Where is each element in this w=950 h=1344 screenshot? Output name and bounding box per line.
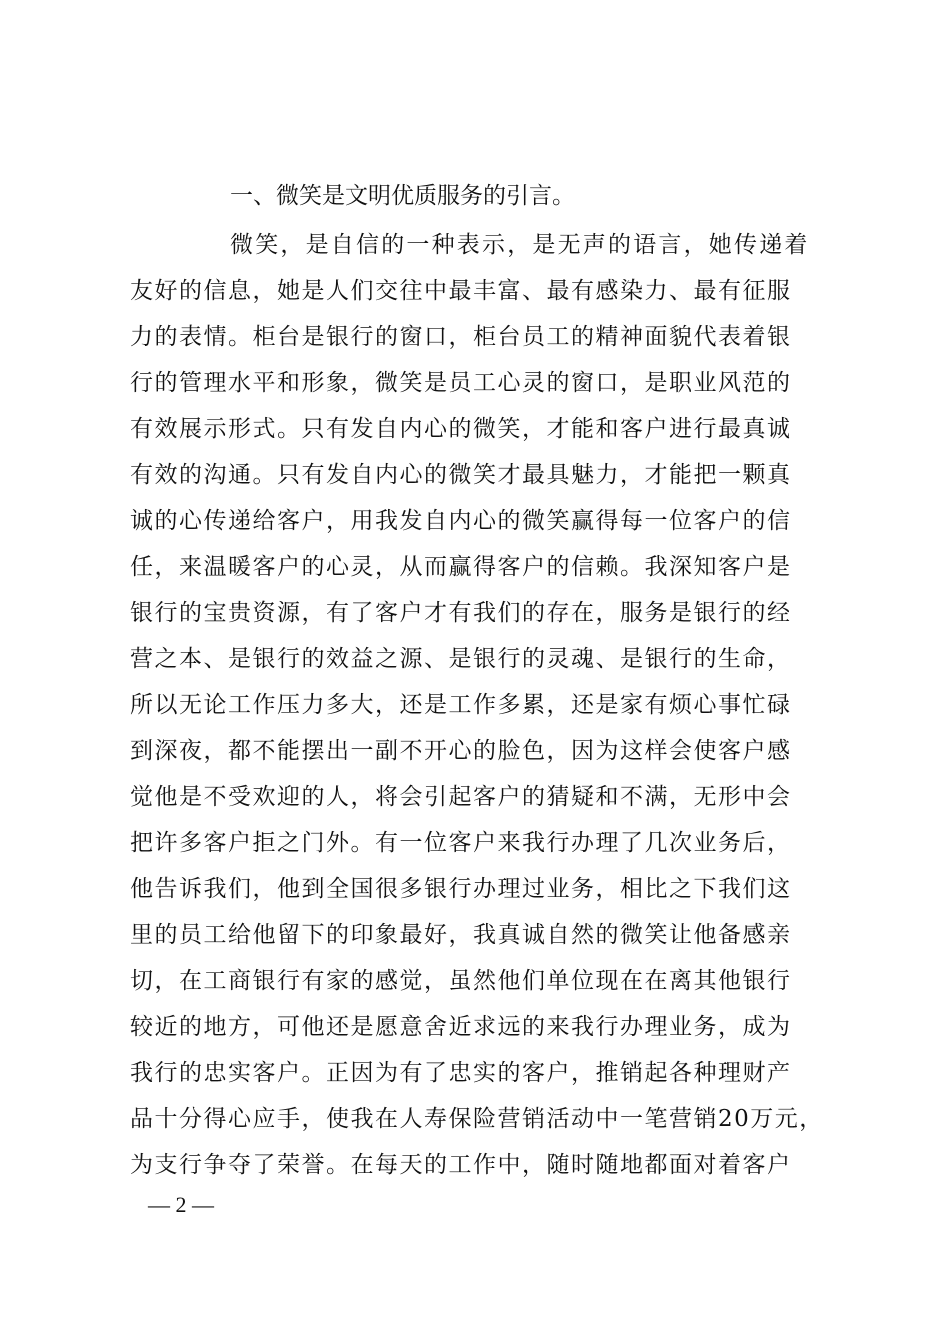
text-line: 有效的沟通。只有发自内心的微笑才最具魅力，才能把一颗真 — [130, 462, 792, 488]
text-line: 切，在工商银行有家的感觉，虽然他们单位现在在离其他银行 — [130, 968, 792, 994]
body-paragraph — [130, 222, 830, 1188]
section-heading: 一、微笑是文明优质服务的引言。 — [230, 183, 575, 209]
text-line: 所以无论工作压力多大，还是工作多累，还是家有烦心事忙碌 — [130, 692, 792, 718]
text-line: 友好的信息，她是人们交往中最丰富、最有感染力、最有征服 — [130, 278, 792, 304]
text-line: 品十分得心应手，使我在人寿保险营销活动中一笔营销20万元， — [130, 1106, 824, 1132]
text-line: 他告诉我们，他到全国很多银行办理过业务，相比之下我们这 — [130, 876, 792, 902]
page-number: — 2 — — [148, 1192, 214, 1217]
text-line: 我行的忠实客户。正因为有了忠实的客户，推销起各种理财产 — [130, 1060, 792, 1086]
text-line: 诚的心传递给客户，用我发自内心的微笑赢得每一位客户的信 — [130, 508, 792, 534]
text-line: 微笑，是自信的一种表示，是无声的语言，她传递着 — [230, 232, 810, 258]
text-line: 行的管理水平和形象，微笑是员工心灵的窗口，是职业风范的 — [130, 370, 792, 396]
text-line: 任，来温暖客户的心灵，从而赢得客户的信赖。我深知客户是 — [130, 554, 792, 580]
text-line: 有效展示形式。只有发自内心的微笑，才能和客户进行最真诚 — [130, 416, 792, 442]
text-line: 力的表情。柜台是银行的窗口，柜台员工的精神面貌代表着银 — [130, 324, 792, 350]
text-line: 把许多客户拒之门外。有一位客户来我行办理了几次业务后， — [130, 830, 792, 856]
text-line: 银行的宝贵资源，有了客户才有我们的存在，服务是银行的经 — [130, 600, 792, 626]
text-line: 为支行争夺了荣誉。在每天的工作中，随时随地都面对着客户 — [130, 1152, 792, 1178]
text-line: 里的员工给他留下的印象最好，我真诚自然的微笑让他备感亲 — [130, 922, 792, 948]
text-line: 较近的地方，可他还是愿意舍近求远的来我行办理业务，成为 — [130, 1014, 792, 1040]
text-line: 营之本、是银行的效益之源、是银行的灵魂、是银行的生命， — [130, 646, 792, 672]
text-line: 觉他是不受欢迎的人，将会引起客户的猜疑和不满，无形中会 — [130, 784, 792, 810]
text-line: 到深夜，都不能摆出一副不开心的脸色，因为这样会使客户感 — [130, 738, 792, 764]
